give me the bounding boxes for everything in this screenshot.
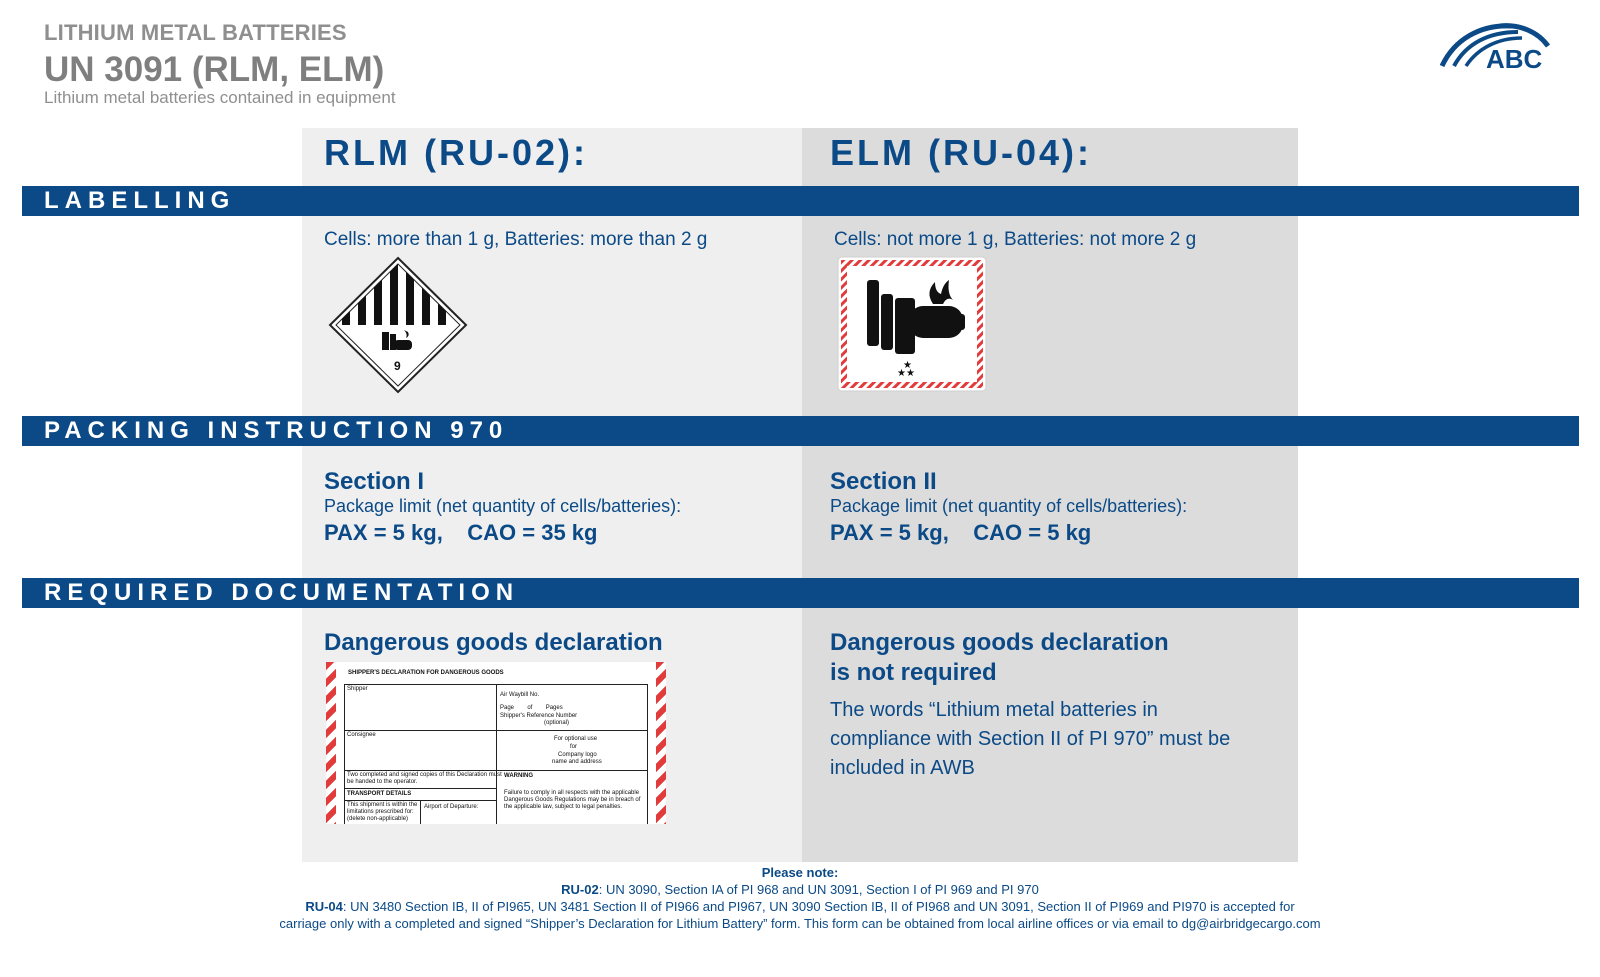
form-reference: Shipper's Reference Number (500, 713, 578, 719)
section-ii-note: Package limit (net quantity of cells/batteries): (830, 496, 1188, 516)
class-9-hazard-label-icon (328, 256, 468, 394)
section-i-note: Package limit (net quantity of cells/batteries): (324, 496, 682, 516)
form-heading: SHIPPER'S DECLARATION FOR DANGEROUS GOODS (348, 670, 504, 676)
footer-ru04-text: : UN 3480 Section IB, II of PI965, UN 3481 Section II of PI966 and PI967, UN 3090 Section IB, II of PI968 and UN 3091, Section II of PI969 and PI970 is accepted for (342, 899, 1295, 914)
lithium-battery-mark-icon (837, 256, 987, 392)
form-logo-line-1: For optional use (554, 736, 598, 742)
elm-documentation-title-line-1: Dangerous goods declaration (830, 629, 1169, 656)
section-ii-title: Section II (830, 468, 937, 495)
section-ii-limits: PAX = 5 kg, CAO = 5 kg (830, 520, 1092, 545)
form-awb: Air Waybill No. (500, 692, 540, 698)
dg-declaration-form-image (326, 662, 666, 824)
required-documentation-bar: REQUIRED DOCUMENTATION (22, 578, 1579, 608)
form-page: Page of Pages (500, 705, 563, 711)
document-description: Lithium metal batteries contained in equipment (44, 88, 396, 107)
section-i-limits: PAX = 5 kg, CAO = 35 kg (324, 520, 598, 545)
form-optional: (optional) (544, 720, 570, 726)
footer-line-4: carriage only with a completed and signed “Shipper’s Declaration for Lithium Battery” form. This form can be obtained from local airline offices or via email to dg@airbridgecargo.com (279, 916, 1321, 931)
footer-note-label: Please note: (761, 865, 839, 880)
footer-ru04-label: RU-04 (305, 899, 343, 914)
form-airport: Airport of Departure: (424, 804, 479, 810)
abc-logo (1440, 18, 1550, 74)
form-shipper: Shipper (347, 686, 368, 692)
svg-text:★: ★ (903, 360, 912, 371)
form-limits-line-1: This shipment is within the (347, 802, 418, 808)
form-warning: WARNING (504, 773, 533, 779)
form-warning-line-1: Failure to comply in all respects with the applicable (504, 790, 640, 796)
section-i-title: Section I (324, 468, 425, 495)
form-consignee: Consignee (347, 732, 376, 738)
labelling-bar: LABELLING (22, 186, 1579, 216)
footer-ru02-text: : UN 3090, Section IA of PI 968 and UN 3091, Section I of PI 969 and PI 970 (598, 882, 1039, 897)
form-warning-line-2: Dangerous Goods Regulations may be in breach of (504, 797, 641, 803)
form-limits-line-3: (delete non-applicable) (347, 816, 409, 822)
document-subtitle: LITHIUM METAL BATTERIES (44, 20, 347, 45)
form-limits-line-2: limitations prescribed for: (347, 809, 414, 815)
form-copies-line-2: be handed to the operator. (347, 779, 418, 785)
elm-heading: ELM (RU-04): (830, 132, 1092, 173)
logo-text: ABC (1486, 44, 1543, 74)
form-warning-line-3: the applicable law, subject to legal penalties. (504, 804, 623, 810)
rlm-label-condition: Cells: more than 1 g, Batteries: more than 2 g (324, 229, 708, 250)
elm-label-condition: Cells: not more 1 g, Batteries: not more 2 g (834, 229, 1197, 250)
elm-documentation-title-line-2: is not required (830, 659, 997, 686)
footer-ru02 (0, 882, 1600, 897)
packing-instruction-bar: PACKING INSTRUCTION 970 (22, 416, 1579, 446)
form-logo-line-2: for (570, 744, 578, 750)
rlm-documentation-title: Dangerous goods declaration (324, 629, 663, 656)
rlm-heading: RLM (RU-02): (324, 132, 588, 173)
document-title: UN 3091 (RLM, ELM) (44, 50, 385, 89)
footer-ru02-label: RU-02 (561, 882, 599, 897)
form-logo-line-4: name and address (552, 759, 602, 765)
hazard-class-number: 9 (394, 359, 401, 373)
form-copies-line-1: Two completed and signed copies of this Declaration must (347, 772, 502, 778)
footer-ru04 (0, 899, 1600, 914)
elm-documentation-text: The words “Lithium metal batteries in compliance with Section II of PI 970” must be included in AWB (830, 699, 1231, 779)
form-logo-line-3: Company logo (558, 752, 597, 758)
svg-text:★★: ★★ (897, 368, 915, 379)
form-transport: TRANSPORT DETAILS (347, 791, 412, 797)
